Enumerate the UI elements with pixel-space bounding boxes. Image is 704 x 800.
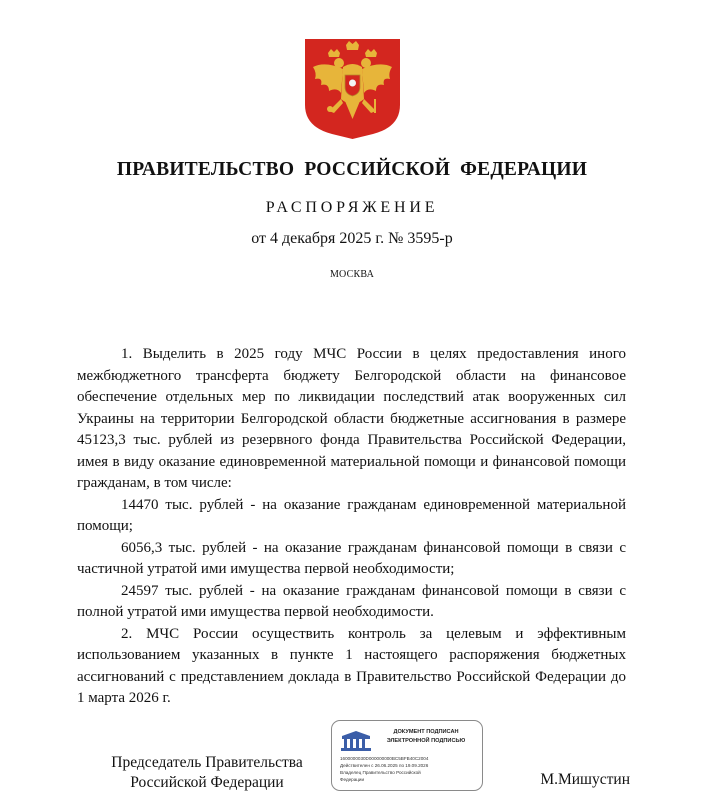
stamp-subtitle: ЭЛЕКТРОННОЙ ПОДПИСЬЮ bbox=[386, 738, 466, 744]
document-city: МОСКВА bbox=[329, 269, 375, 280]
body-paragraph: 2. МЧС России осуществить контроль за целевым и эффективным использованием указанных в пункте 1 настоящего распоряжения бюджетных ассигнований с представлением доклада в Правительство Российской Федерации до 1 марта 2026 г. bbox=[77, 625, 626, 706]
stamp-details bbox=[340, 755, 478, 783]
body-paragraph: 6056,3 тыс. рублей - на оказание гражданам финансовой помощи в связи с частичной утратой ими имущества первой необходимости; bbox=[77, 539, 626, 577]
electronic-signature-stamp bbox=[331, 720, 483, 791]
document-date-number: от 4 декабря 2025 г. № 3595-р bbox=[251, 230, 453, 247]
document-body bbox=[77, 344, 626, 710]
signer-title-line: Председатель Правительства bbox=[111, 754, 303, 771]
government-building-icon bbox=[339, 730, 373, 752]
signer-name: М.Мишустин bbox=[540, 771, 630, 788]
coat-of-arms-emblem bbox=[303, 37, 402, 141]
stamp-owner: Владелец Правительство Российской bbox=[340, 770, 421, 775]
document-type: РАСПОРЯЖЕНИЕ bbox=[265, 199, 439, 216]
body-paragraph: 24597 тыс. рублей - на оказание гражданам финансовой помощи в связи с полной утратой ими имущества первой необходимости. bbox=[77, 582, 626, 620]
government-title: ПРАВИТЕЛЬСТВО РОССИЙСКОЙ ФЕДЕРАЦИИ bbox=[116, 159, 588, 180]
body-paragraph: 14470 тыс. рублей - на оказание гражданам единовременной материальной помощи; bbox=[77, 496, 626, 534]
stamp-validity: Действителен с 26.06.2025 по 19.09.2026 bbox=[340, 763, 429, 768]
stamp-certificate: 1600000030D000000000BC5BFB40C2004 bbox=[340, 756, 429, 761]
stamp-owner: Федерации bbox=[340, 777, 365, 782]
stamp-title: ДОКУМЕНТ ПОДПИСАН bbox=[393, 729, 459, 735]
body-paragraph: 1. Выделить в 2025 году МЧС России в целях предоставления иного межбюджетного трансферта бюджету Белгородской области на финансовое обеспечение отдельных мер по ликвидации последствий атак вооруженных сил Украины на территории Белгородской области бюджетные ассигнования в размере 45123,3 тыс. рублей из резервного фонда Правительства Российской Федерации, имея в виду оказание единовременной материальной помощи и финансовой помощи гражданам, в том числе: bbox=[77, 346, 626, 491]
signer-title bbox=[77, 753, 337, 793]
signer-title-line: Российской Федерации bbox=[130, 774, 284, 791]
